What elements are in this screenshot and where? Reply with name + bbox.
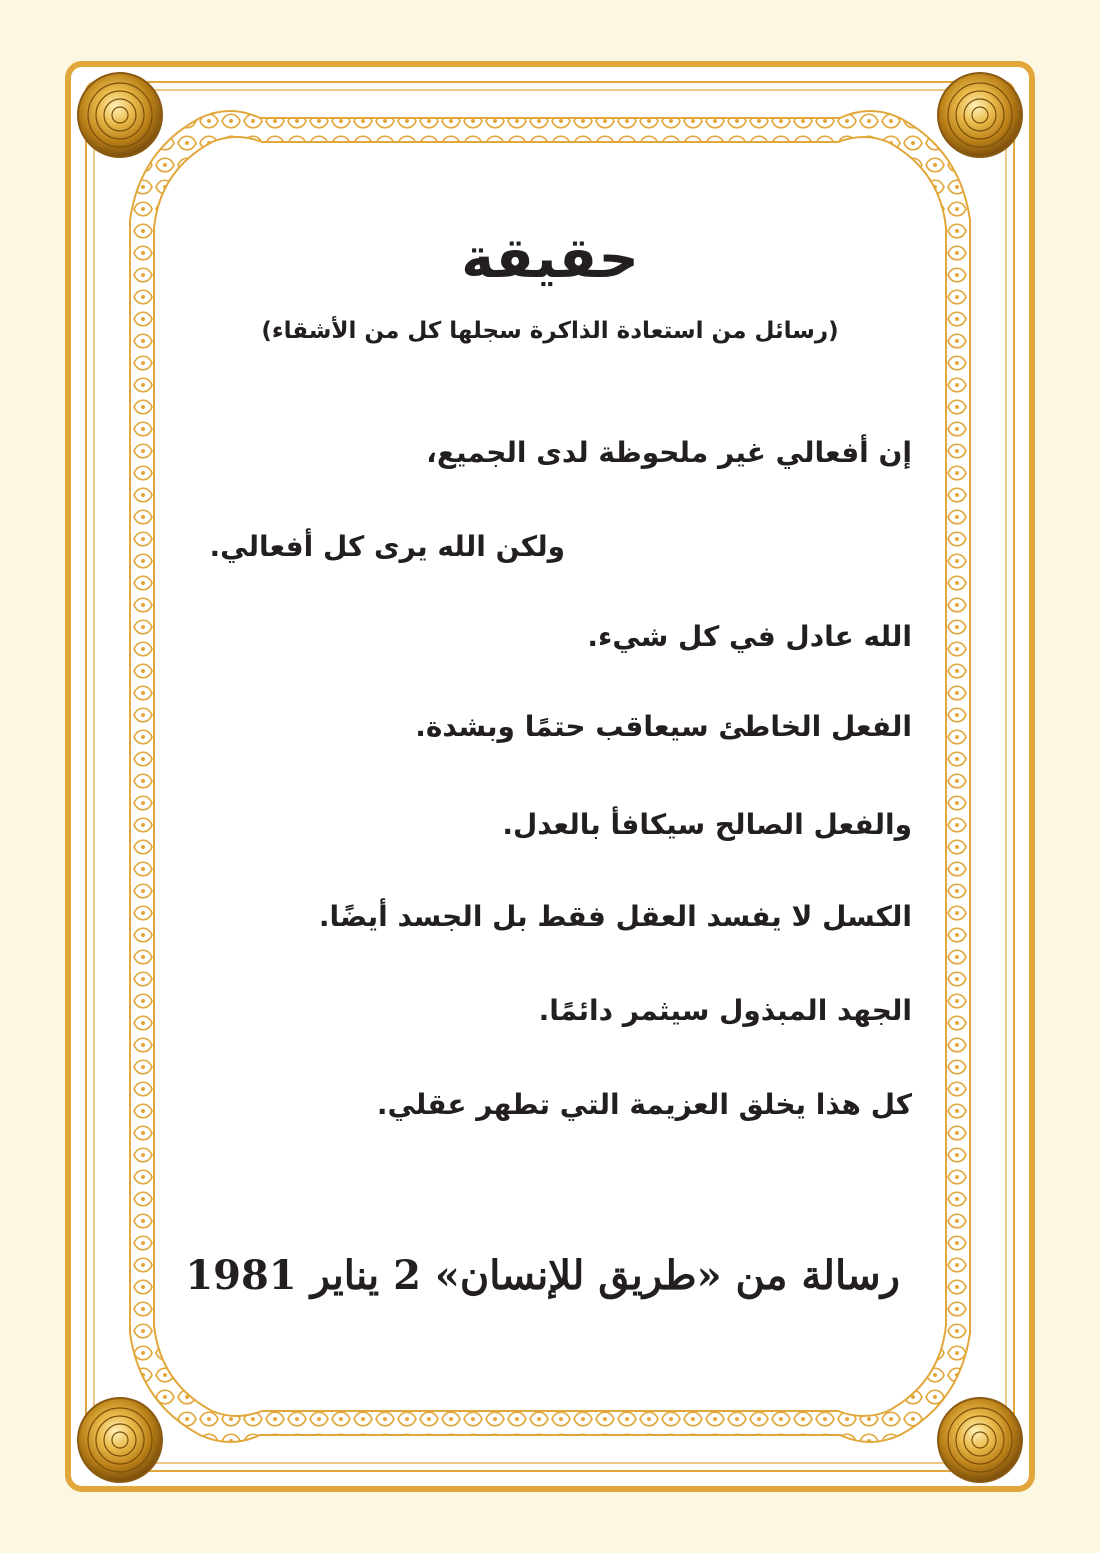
- text-line-2: ولكن الله يرى كل أفعالي.: [209, 530, 565, 563]
- text-line-6: الكسل لا يفسد العقل فقط بل الجسد أيضًا.: [318, 900, 912, 933]
- text-line-5: والفعل الصالح سيكافأ بالعدل.: [502, 808, 912, 841]
- text-line-4: الفعل الخاطئ سيعاقب حتمًا وبشدة.: [415, 710, 912, 743]
- document-subtitle: (رسائل من استعادة الذاكرة سجلها كل من الأشقاء): [261, 318, 839, 344]
- text-line-8: كل هذا يخلق العزيمة التي تطهر عقلي.: [376, 1088, 912, 1121]
- signature-line: رسالة من «طريق للإنسان» 2 يناير 1981: [185, 1252, 900, 1299]
- text-line-3: الله عادل في كل شيء.: [587, 620, 912, 653]
- document-title: حقيقة: [461, 226, 639, 291]
- text-line-7: الجهد المبذول سيثمر دائمًا.: [538, 994, 912, 1027]
- text-line-1: إن أفعالي غير ملحوظة لدى الجميع،: [426, 436, 912, 469]
